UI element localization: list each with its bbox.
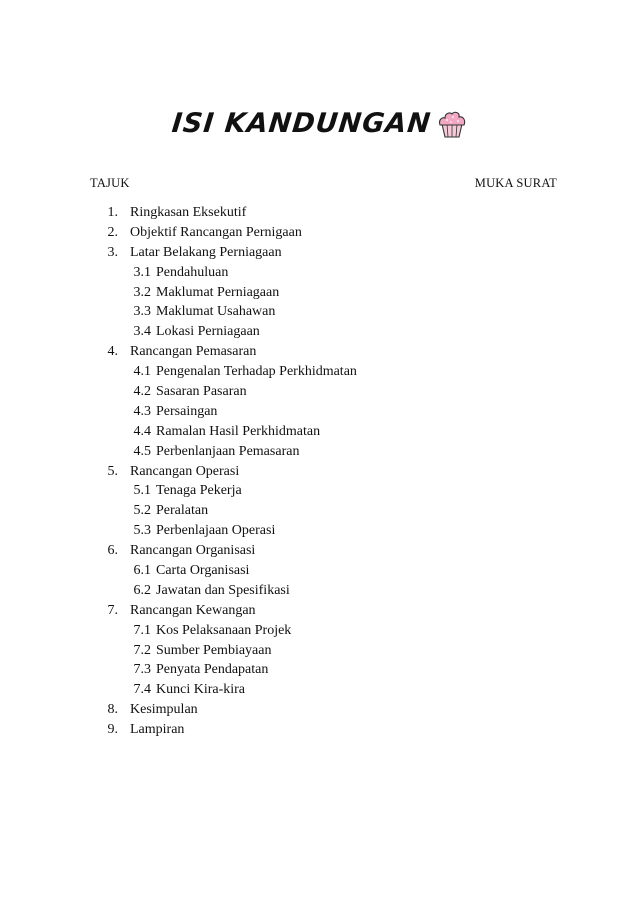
toc-item: [0, 203, 638, 223]
toc-item-number: 9.: [107, 722, 118, 738]
toc-item-label: Lokasi Perniagaan: [156, 324, 260, 340]
toc-item-number: 6.1: [133, 563, 151, 579]
toc-item: [0, 581, 638, 601]
toc-item: [0, 462, 638, 482]
toc-item-number: 4.3: [133, 403, 151, 419]
toc-item-number: 4.: [107, 344, 118, 360]
toc-item-label: Carta Organisasi: [156, 563, 250, 579]
toc-item-number: 6.: [107, 543, 118, 559]
toc-item: [0, 660, 638, 680]
toc-item-number: 1.: [107, 205, 118, 220]
toc-item-label: Rancangan Operasi: [130, 463, 240, 479]
toc-item: [0, 501, 638, 521]
toc-item: [0, 283, 638, 303]
toc-item-number: 3.3: [133, 304, 151, 320]
table-of-contents: [0, 203, 638, 740]
toc-item: [0, 601, 638, 621]
toc-item: [0, 422, 638, 442]
toc-item: [0, 342, 638, 362]
toc-item: [0, 561, 638, 581]
toc-item-label: Pengenalan Terhadap Perkhidmatan: [156, 364, 357, 380]
toc-item-label: Kos Pelaksanaan Projek: [156, 622, 292, 638]
toc-item-number: 4.5: [133, 443, 151, 459]
toc-item: [0, 541, 638, 561]
toc-item-label: Rancangan Organisasi: [130, 543, 256, 559]
toc-item: [0, 302, 638, 322]
toc-item-label: Kesimpulan: [130, 702, 198, 718]
toc-item: [0, 521, 638, 541]
toc-item-label: Kunci Kira-kira: [156, 682, 246, 698]
toc-item-label: Jawatan dan Spesifikasi: [156, 582, 290, 598]
toc-item-number: 4.1: [133, 364, 151, 380]
toc-item-label: Maklumat Perniagaan: [156, 284, 280, 300]
toc-item-label: Rancangan Kewangan: [130, 602, 256, 618]
toc-item-number: 3.: [107, 244, 118, 260]
toc-item-number: 6.2: [133, 582, 151, 598]
toc-item-number: 7.: [107, 602, 118, 618]
toc-item: [0, 442, 638, 462]
toc-item-label: Latar Belakang Perniagaan: [130, 244, 282, 260]
toc-item-label: Sumber Pembiayaan: [156, 642, 272, 658]
toc-item: [0, 223, 638, 243]
cupcake-icon: [438, 109, 466, 139]
column-header-tajuk: TAJUK: [90, 176, 130, 190]
toc-item: [0, 621, 638, 641]
toc-item-label: Persaingan: [156, 403, 218, 419]
toc-item-number: 7.3: [133, 662, 151, 678]
toc-item: [0, 322, 638, 342]
toc-item-number: 4.2: [133, 384, 151, 400]
toc-item-number: 3.2: [133, 284, 151, 300]
toc-item: [0, 700, 638, 720]
toc-item-number: 2.: [107, 224, 118, 240]
column-header-muka-surat: MUKA SURAT: [474, 176, 557, 190]
page-title: ISI KANDUNGAN: [169, 108, 433, 139]
toc-item-number: 5.2: [133, 503, 151, 519]
toc-item-label: Ramalan Hasil Perkhidmatan: [156, 423, 321, 439]
toc-item-label: Penyata Pendapatan: [156, 662, 269, 678]
toc-item-label: Perbenlajaan Operasi: [156, 523, 276, 539]
toc-item-label: Peralatan: [156, 503, 209, 519]
toc-item-number: 7.1: [133, 622, 151, 638]
toc-item-number: 5.3: [133, 523, 151, 539]
toc-item-label: Objektif Rancangan Pernigaan: [130, 224, 302, 240]
toc-item: [0, 243, 638, 263]
toc-item-label: Tenaga Pekerja: [156, 483, 242, 499]
toc-item-label: Maklumat Usahawan: [156, 304, 276, 320]
toc-item-number: 5.1: [133, 483, 151, 499]
toc-item-label: Ringkasan Eksekutif: [130, 205, 247, 220]
toc-item: [0, 481, 638, 501]
toc-item: [0, 402, 638, 422]
toc-item-label: Perbenlanjaan Pemasaran: [156, 443, 300, 459]
toc-item-number: 7.4: [133, 682, 151, 698]
toc-item: [0, 362, 638, 382]
toc-item: [0, 382, 638, 402]
toc-item: [0, 720, 638, 740]
toc-item-number: 3.1: [133, 264, 151, 280]
toc-item: [0, 263, 638, 283]
toc-item-number: 7.2: [133, 642, 151, 658]
toc-item: [0, 641, 638, 661]
toc-item-number: 5.: [107, 463, 118, 479]
toc-item-label: Sasaran Pasaran: [156, 384, 247, 400]
toc-item: [0, 680, 638, 700]
toc-item-number: 8.: [107, 702, 118, 718]
toc-item-label: Rancangan Pemasaran: [130, 344, 257, 360]
toc-item-number: 4.4: [133, 423, 151, 439]
toc-item-label: Lampiran: [130, 722, 185, 738]
title-row: [0, 108, 638, 148]
toc-item-label: Pendahuluan: [156, 264, 229, 280]
toc-item-number: 3.4: [133, 324, 151, 340]
